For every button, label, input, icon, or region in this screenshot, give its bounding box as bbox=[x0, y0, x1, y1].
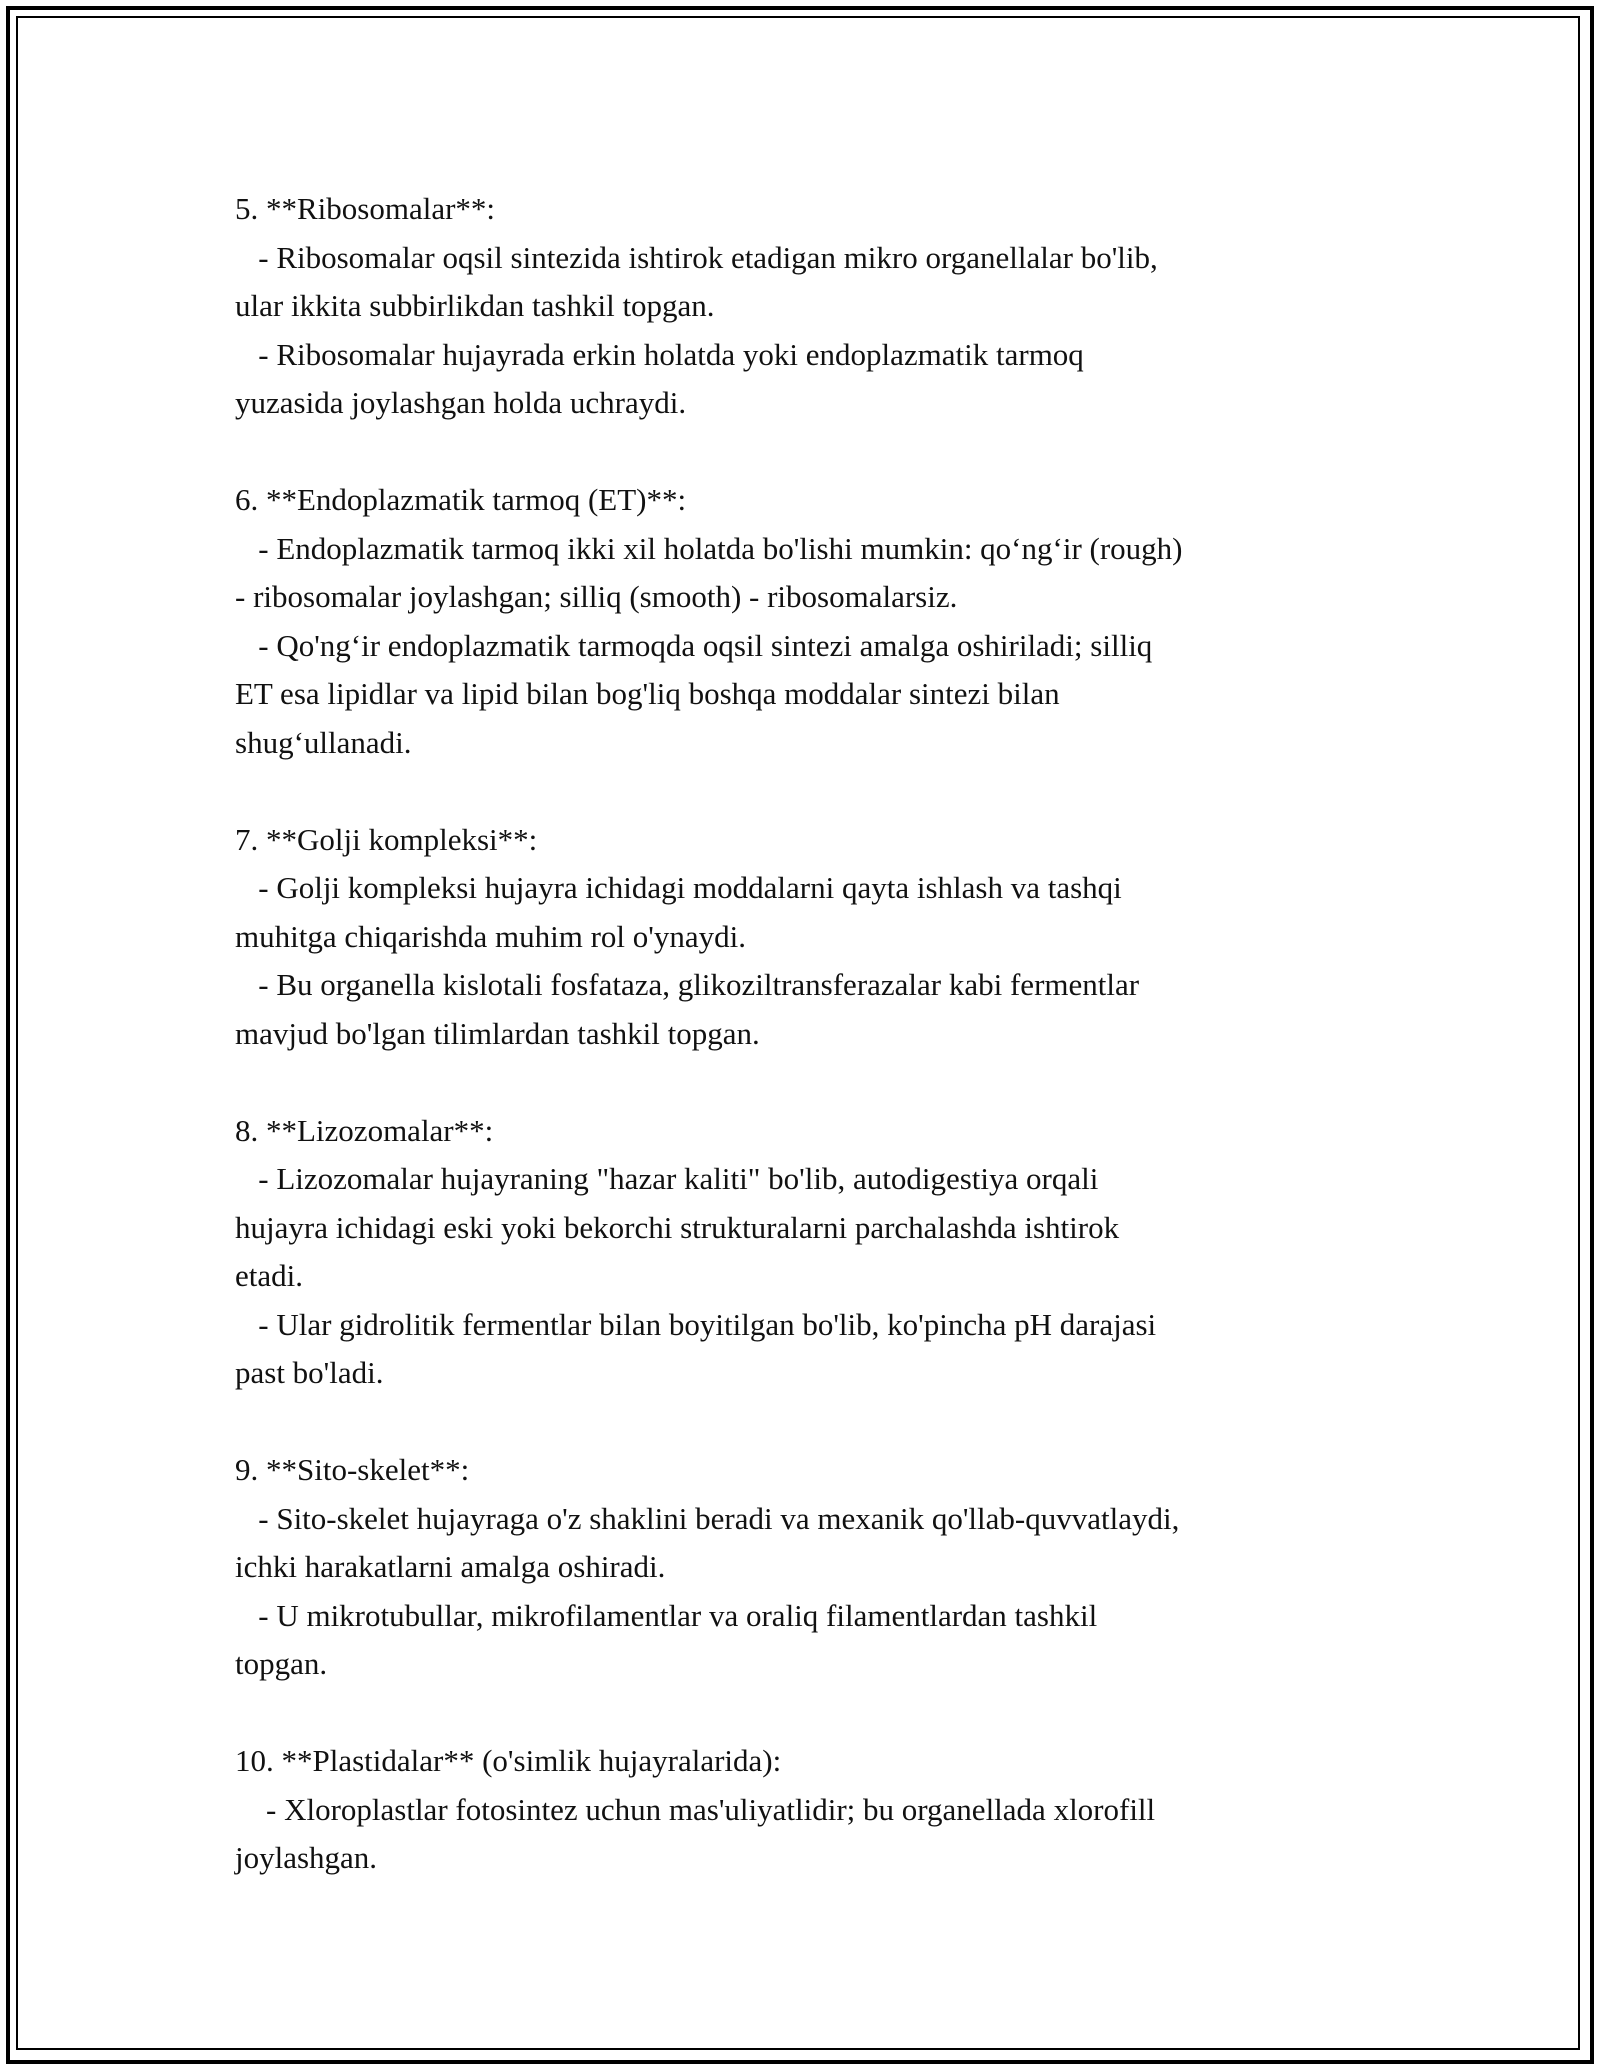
section-heading: 7. **Golji kompleksi**: bbox=[235, 821, 538, 857]
bullet-paragraph: - Endoplazmatik tarmoq ikki xil holatda bo'lishi mumkin: qo‘ng‘ir (rough) - ribosomalar joylashgan; silliq (smooth) - ribosomalarsiz. bbox=[235, 530, 1183, 614]
bullet-paragraph: - Xloroplastlar fotosintez uchun mas'uliyatlidir; bu organellada xlorofill joylashgan. bbox=[235, 1791, 1156, 1875]
bullet-paragraph: - Qo'ng‘ir endoplazmatik tarmoqda oqsil sintezi amalga oshiriladi; silliq ET esa lipidlar va lipid bilan bog'liq boshqa moddalar sintezi bilan shug‘ullanadi. bbox=[235, 627, 1153, 760]
document-body bbox=[235, 185, 1385, 1931]
bullet-paragraph: - Lizozomalar hujayraning "hazar kaliti" bo'lib, autodigestiya orqali hujayra ichidagi eski yoki bekorchi strukturalarni parchalashda ishtirok etadi. bbox=[235, 1161, 1120, 1293]
section-sito-skelet bbox=[235, 1446, 1385, 1689]
bullet-paragraph: - Ular gidrolitik fermentlar bilan boyitilgan bo'lib, ko'pincha pH darajasi past bo'ladi. bbox=[235, 1306, 1157, 1390]
section-golji-kompleksi bbox=[235, 816, 1385, 1059]
section-lizozomalar bbox=[235, 1107, 1385, 1398]
section-endoplazmatik-tarmoq bbox=[235, 476, 1385, 767]
bullet-paragraph: - U mikrotubullar, mikrofilamentlar va oraliq filamentlardan tashkil topgan. bbox=[235, 1597, 1098, 1681]
section-heading: 6. **Endoplazmatik tarmoq (ET)**: bbox=[235, 482, 687, 517]
section-heading: 10. **Plastidalar** (o'simlik hujayralarida): bbox=[235, 1743, 782, 1778]
section-heading: 5. **Ribosomalar**: bbox=[235, 191, 496, 226]
bullet-paragraph: - Ribosomalar hujayrada erkin holatda yoki endoplazmatik tarmoq yuzasida joylashgan holda uchraydi. bbox=[235, 336, 1084, 420]
section-heading: 8. **Lizozomalar**: bbox=[235, 1112, 494, 1148]
bullet-paragraph: - Ribosomalar oqsil sintezida ishtirok etadigan mikro organellalar bo'lib, ular ikkita subbirlikdan tashkil topgan. bbox=[235, 239, 1158, 323]
section-heading: 9. **Sito-skelet**: bbox=[235, 1452, 470, 1487]
section-plastidalar bbox=[235, 1737, 1385, 1883]
bullet-paragraph: - Golji kompleksi hujayra ichidagi moddalarni qayta ishlash va tashqi muhitga chiqarishda muhim rol o'ynaydi. bbox=[235, 870, 1122, 954]
section-ribosomalar bbox=[235, 185, 1385, 428]
bullet-paragraph: - Bu organella kislotali fosfataza, glikoziltransferazalar kabi fermentlar mavjud bo'lgan tilimlardan tashkil topgan. bbox=[235, 967, 1140, 1051]
bullet-paragraph: - Sito-skelet hujayraga o'z shaklini beradi va mexanik qo'llab-quvvatlaydi, ichki harakatlarni amalga oshiradi. bbox=[235, 1500, 1180, 1584]
